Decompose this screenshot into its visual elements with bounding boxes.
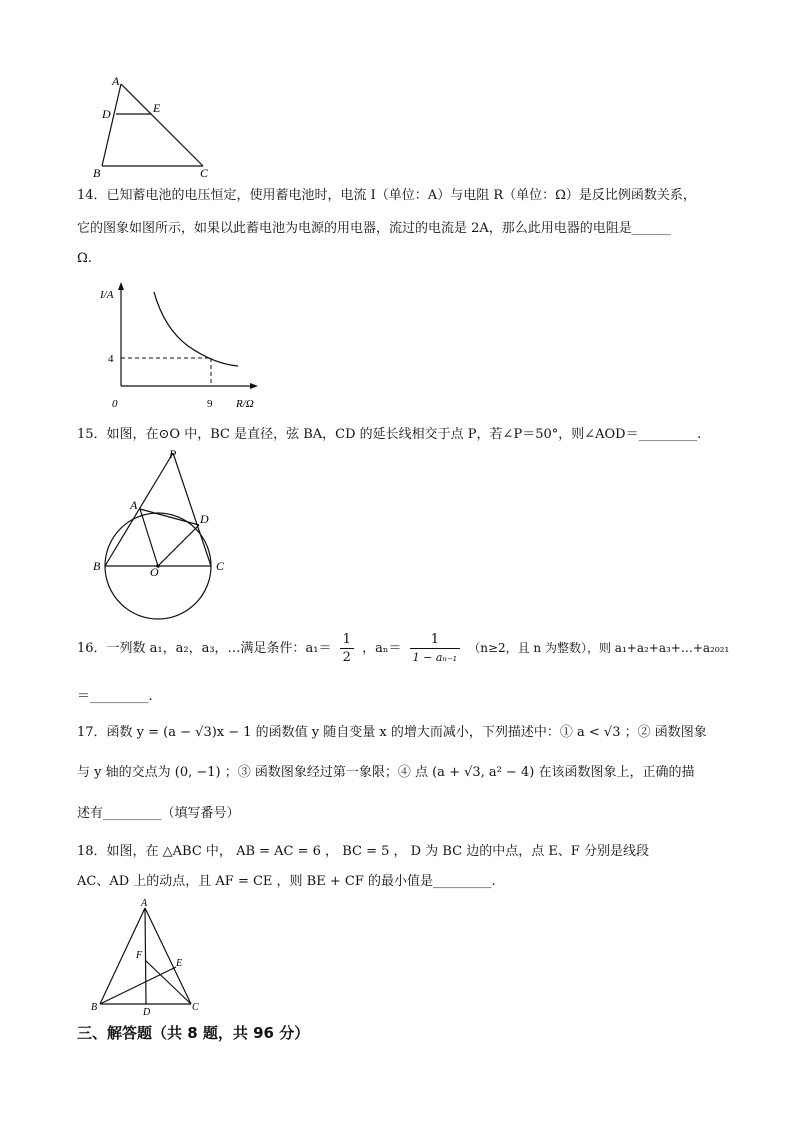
q16-line2: ＝_________.	[77, 689, 153, 704]
q17-line1: 17．函数 y = (a − √3)x − 1 的函数值 y 随自变量 x 的增大而减小，下列描述中：① a < √3 ；② 函数图象	[77, 725, 707, 740]
graph-ytick: 4	[108, 353, 114, 365]
q16-frac2-den: 1 − aₙ₋₁	[412, 651, 458, 664]
label-A: A	[130, 498, 138, 512]
graph-origin: 0	[112, 398, 118, 410]
label-F: F	[136, 950, 143, 961]
label-B: B	[93, 166, 101, 180]
label-B: B	[93, 559, 101, 573]
q16-mid: ，aₙ＝	[362, 641, 402, 656]
q16-line1	[77, 630, 729, 667]
label-A: A	[112, 74, 120, 88]
triangle-figure-q18	[88, 896, 213, 1018]
graph-xtick: 9	[207, 398, 213, 410]
circle-figure	[88, 446, 238, 624]
label-D: D	[200, 512, 209, 526]
inverse-proportion-graph	[96, 280, 266, 415]
section-3-heading: 三、解答题（共 8 题，共 96 分）	[77, 1024, 310, 1042]
label-D: D	[102, 107, 111, 121]
triangle-figure-top	[88, 74, 218, 182]
label-O: O	[150, 565, 159, 579]
label-C: C	[200, 166, 209, 180]
q16-prefix: 16．一列数 a₁，a₂，a₃，…满足条件：a₁＝	[77, 641, 332, 656]
label-C: C	[216, 559, 225, 573]
label-A: A	[141, 898, 148, 909]
q14-line2: 它的图象如图所示，如果以此蓄电池为电源的用电器，流过的电流是 2A，那么此用电器的电阻是______	[77, 221, 671, 236]
q16-frac1-den: 2	[342, 650, 351, 665]
q14-line3: Ω.	[77, 251, 92, 266]
label-P: P	[169, 447, 177, 461]
q17-line3: 述有_________（填写番号）	[77, 806, 240, 821]
q16-suffix: （n≥2，且 n 为整数），则 a₁+a₂+a₃+…+a₂₀₂₁	[468, 641, 730, 655]
q15-text: 15．如图，在⊙O 中，BC 是直径，弦 BA，CD 的延长线相交于点 P，若∠P＝50°，则∠AOD＝_________.	[77, 427, 702, 442]
q14-line1: 14．已知蓄电池的电压恒定，使用蓄电池时，电流 I（单位：A）与电阻 R（单位：Ω）是反比例函数关系，	[77, 188, 696, 203]
label-B: B	[91, 1002, 98, 1013]
label-D: D	[143, 1007, 151, 1018]
label-C: C	[192, 1002, 199, 1013]
q16-frac1-num: 1	[340, 631, 354, 649]
label-E: E	[176, 958, 183, 969]
q18-line2: AC、AD 上的动点，且 AF = CE ，则 BE + CF 的最小值是_________.	[77, 874, 496, 889]
q16-frac2	[410, 631, 460, 666]
q18-line1: 18．如图，在 △ABC 中， AB = AC = 6 ， BC = 5 ， D 为 BC 边的中点，点 E、F 分别是线段	[77, 844, 649, 859]
q16-frac2-num: 1	[410, 631, 460, 649]
graph-xlabel: R/Ω	[236, 398, 254, 410]
q17-line2: 与 y 轴的交点为 (0, −1) ；③ 函数图象经过第一象限；④ 点 (a + √3, a² − 4) 在该函数图象上，正确的描	[77, 765, 695, 780]
q16-frac1	[340, 631, 354, 666]
label-E: E	[153, 101, 161, 115]
graph-ylabel: I/A	[100, 289, 114, 301]
